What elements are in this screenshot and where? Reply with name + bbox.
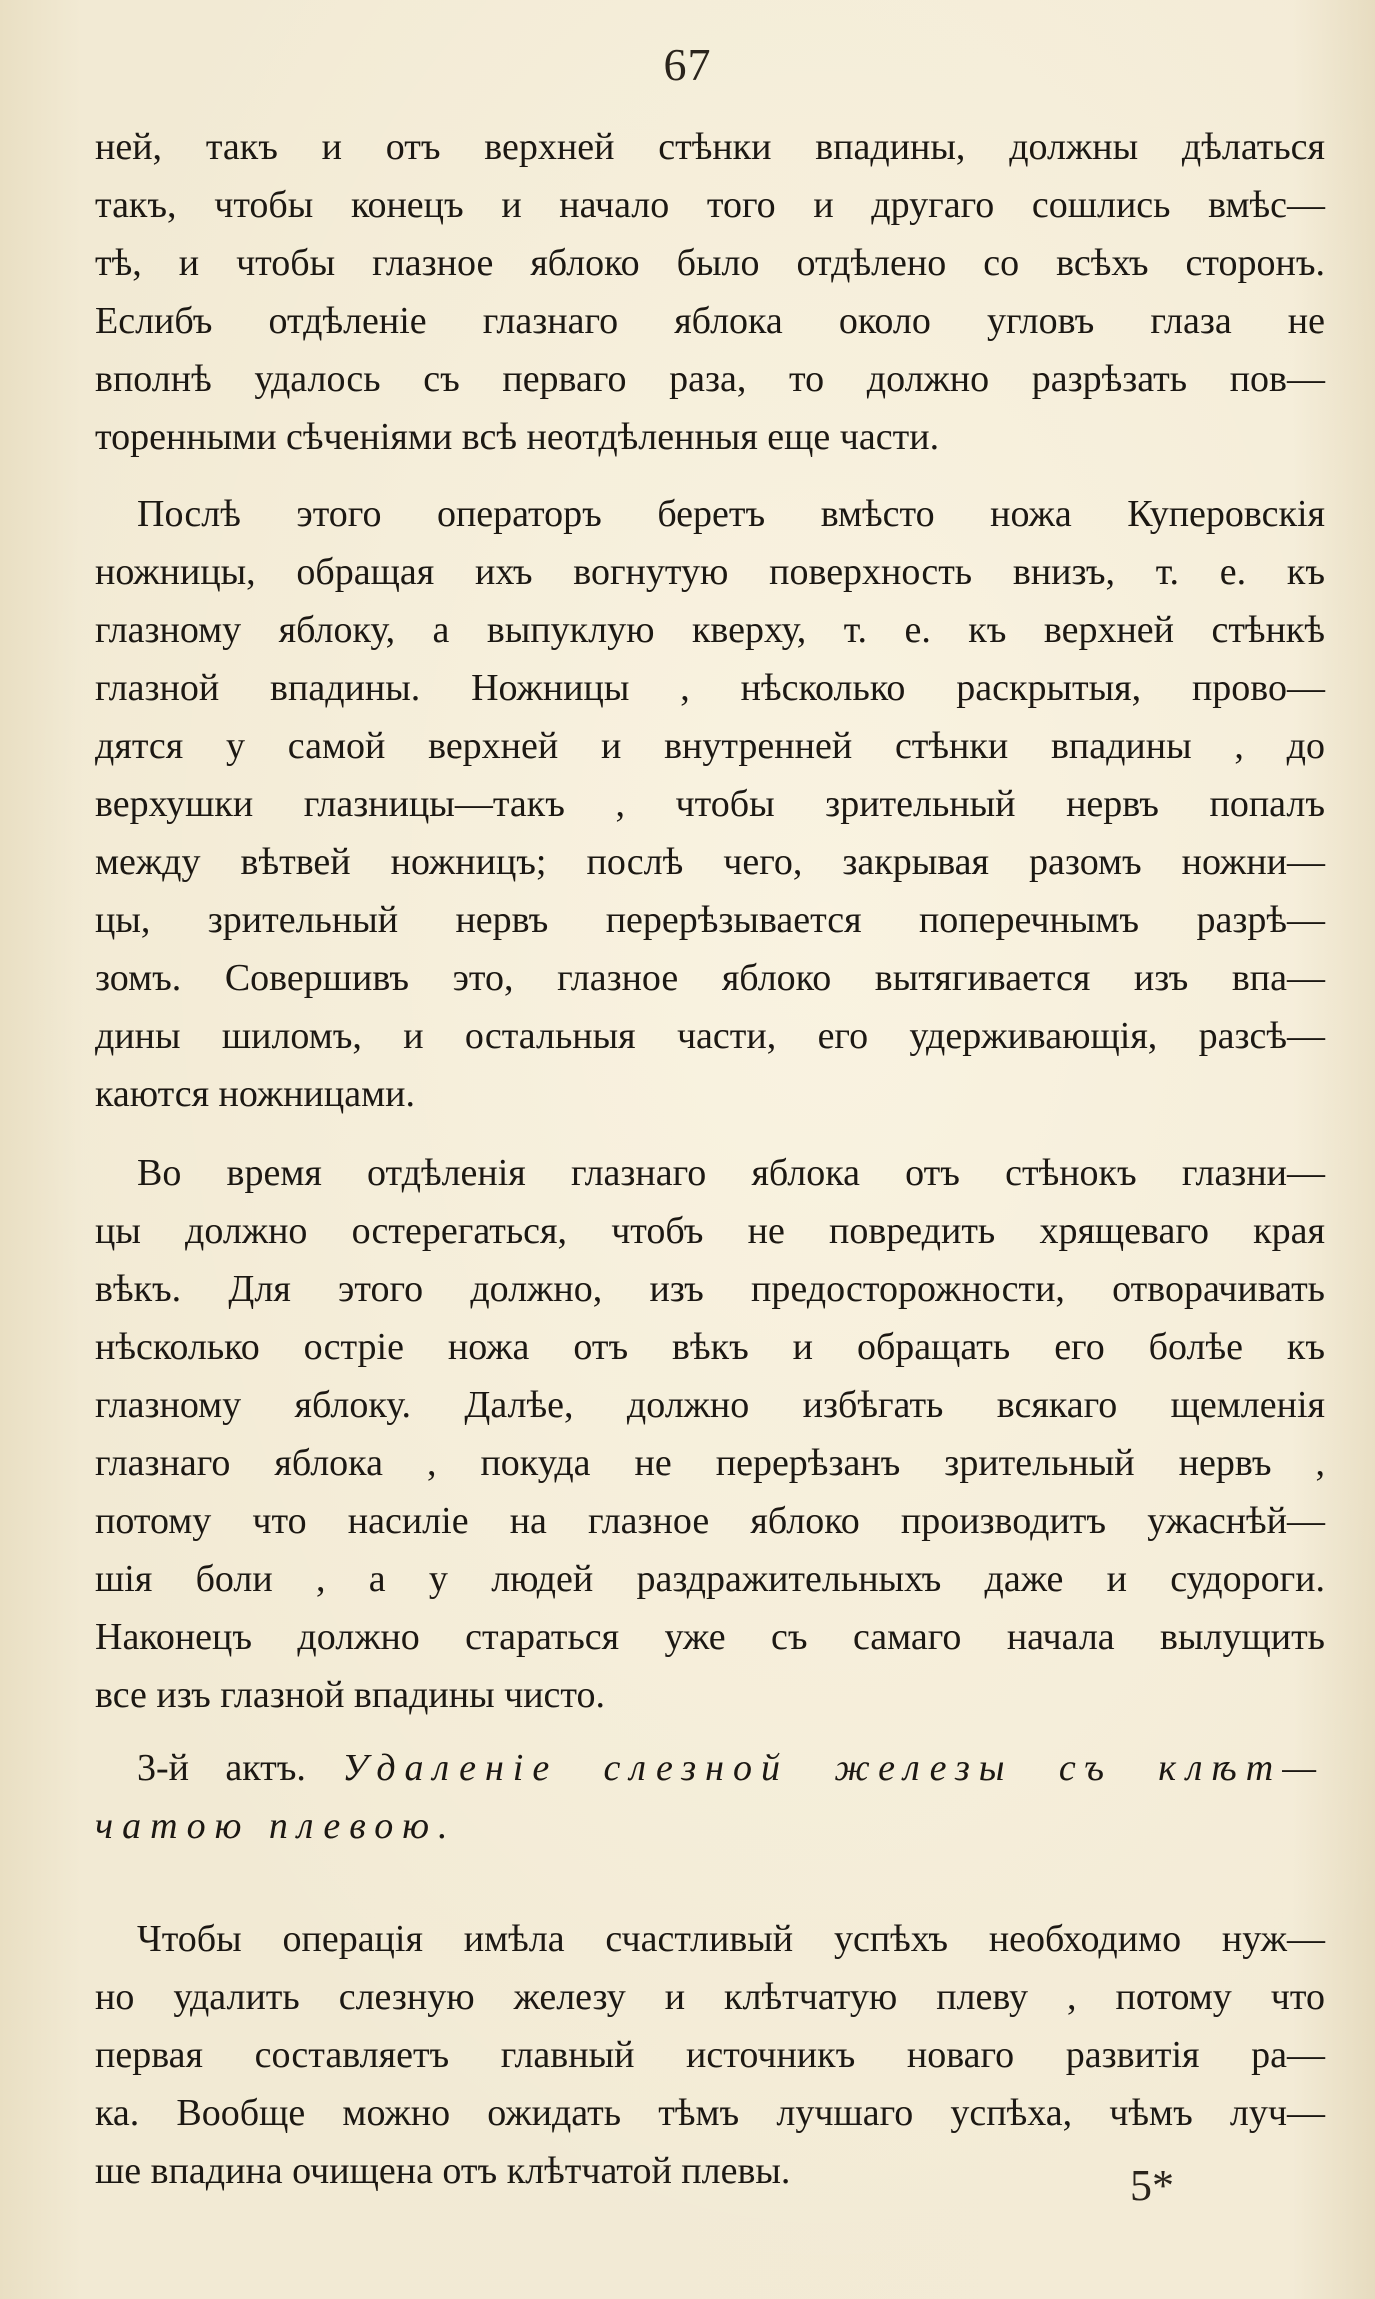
paragraph-line: ней, такъ и отъ верхней стѣнки впадины, должны дѣлаться [95, 126, 1325, 168]
paragraph-line: ножницы, обращая ихъ вогнутую поверхность внизъ, т. е. къ [95, 551, 1325, 593]
signature-mark: 5* [1130, 2161, 1174, 2210]
paragraph-line: вѣкъ. Для этого должно, изъ предосторожности, отворачивать [95, 1268, 1325, 1310]
section-title: Удаленіе слезной железы съ клѣт— [342, 1747, 1325, 1789]
paragraph-line: дины шиломъ, и остальныя части, его удерживающія, разсѣ— [95, 1015, 1325, 1057]
paragraph-line: ка. Вообще можно ожидать тѣмъ лучшаго успѣха, чѣмъ луч— [95, 2092, 1325, 2134]
paragraph-line: такъ, чтобы конецъ и начало того и другаго сошлись вмѣс— [95, 184, 1325, 226]
paragraph-line: все изъ глазной впадины чисто. [95, 1674, 606, 1716]
paragraph-line: глазнаго яблока , покуда не перерѣзанъ зрительный нервъ , [95, 1442, 1325, 1484]
paragraph-3 [95, 1144, 1325, 1724]
paragraph-line: каются ножницами. [95, 1073, 415, 1115]
paragraph-line: глазному яблоку. Далѣе, должно избѣгать всякаго щемленія [95, 1384, 1325, 1426]
paragraph-2 [95, 485, 1325, 1123]
paragraph-line: тѣ, и чтобы глазное яблоко было отдѣлено со всѣхъ сторонъ. [95, 242, 1325, 284]
paragraph-line: глазной впадины. Ножницы , нѣсколько раскрытыя, прово— [95, 667, 1325, 709]
paragraph-line: нѣсколько остріе ножа отъ вѣкъ и обращать его болѣе къ [95, 1326, 1325, 1368]
paragraph-line: Еслибъ отдѣленіе глазнаго яблока около угловъ глаза не [95, 300, 1325, 342]
paragraph-line: дятся у самой верхней и внутренней стѣнки впадины , до [95, 725, 1325, 767]
paragraph-line: Чтобы операція имѣла счастливый успѣхъ необходимо нуж— [137, 1918, 1325, 1960]
paragraph-line: Во время отдѣленія глазнаго яблока отъ стѣнокъ глазни— [137, 1152, 1325, 1194]
paragraph-line: потому что насиліе на глазное яблоко производитъ ужаснѣй— [95, 1500, 1325, 1542]
paragraph-line: торенными сѣченіями всѣ неотдѣленныя еще части. [95, 416, 940, 458]
paragraph-4 [95, 1910, 1325, 2200]
page-number: 67 [663, 39, 712, 90]
section-heading-line-2 [95, 1797, 1325, 1855]
paragraph-line: Послѣ этого операторъ беретъ вмѣсто ножа Куперовскія [137, 493, 1325, 535]
paragraph-line: первая составляетъ главный источникъ новаго развитія ра— [95, 2034, 1325, 2076]
paragraph-line: верхушки глазницы—такъ , чтобы зрительный нервъ попалъ [95, 783, 1325, 825]
section-heading-line-1 [95, 1739, 1325, 1797]
paragraph-line: зомъ. Совершивъ это, глазное яблоко вытягивается изъ впа— [95, 957, 1325, 999]
section-label: 3-й актъ. [137, 1747, 306, 1789]
paragraph-line: вполнѣ удалось съ перваго раза, то должно разрѣзать пов— [95, 358, 1325, 400]
paragraph-line: цы, зрительный нервъ перерѣзывается поперечнымъ разрѣ— [95, 899, 1325, 941]
paragraph-line: цы должно остерегаться, чтобъ не повредить хрящеваго края [95, 1210, 1325, 1252]
paragraph-line: Наконецъ должно стараться уже съ самаго начала вылущить [95, 1616, 1325, 1658]
section-title-continued: чатою плевою. [95, 1805, 457, 1847]
paragraph-1 [95, 118, 1325, 466]
paragraph-line: но удалить слезную железу и клѣтчатую плеву , потому что [95, 1976, 1325, 2018]
paragraph-line: между вѣтвей ножницъ; послѣ чего, закрывая разомъ ножни— [95, 841, 1325, 883]
paragraph-line: ше впадина очищена отъ клѣтчатой плевы. [95, 2150, 791, 2192]
paragraph-line: глазному яблоку, а выпуклую кверху, т. е. къ верхней стѣнкѣ [95, 609, 1325, 651]
section-heading [95, 1739, 1325, 1855]
paragraph-line: шія боли , а у людей раздражительныхъ даже и судороги. [95, 1558, 1325, 1600]
